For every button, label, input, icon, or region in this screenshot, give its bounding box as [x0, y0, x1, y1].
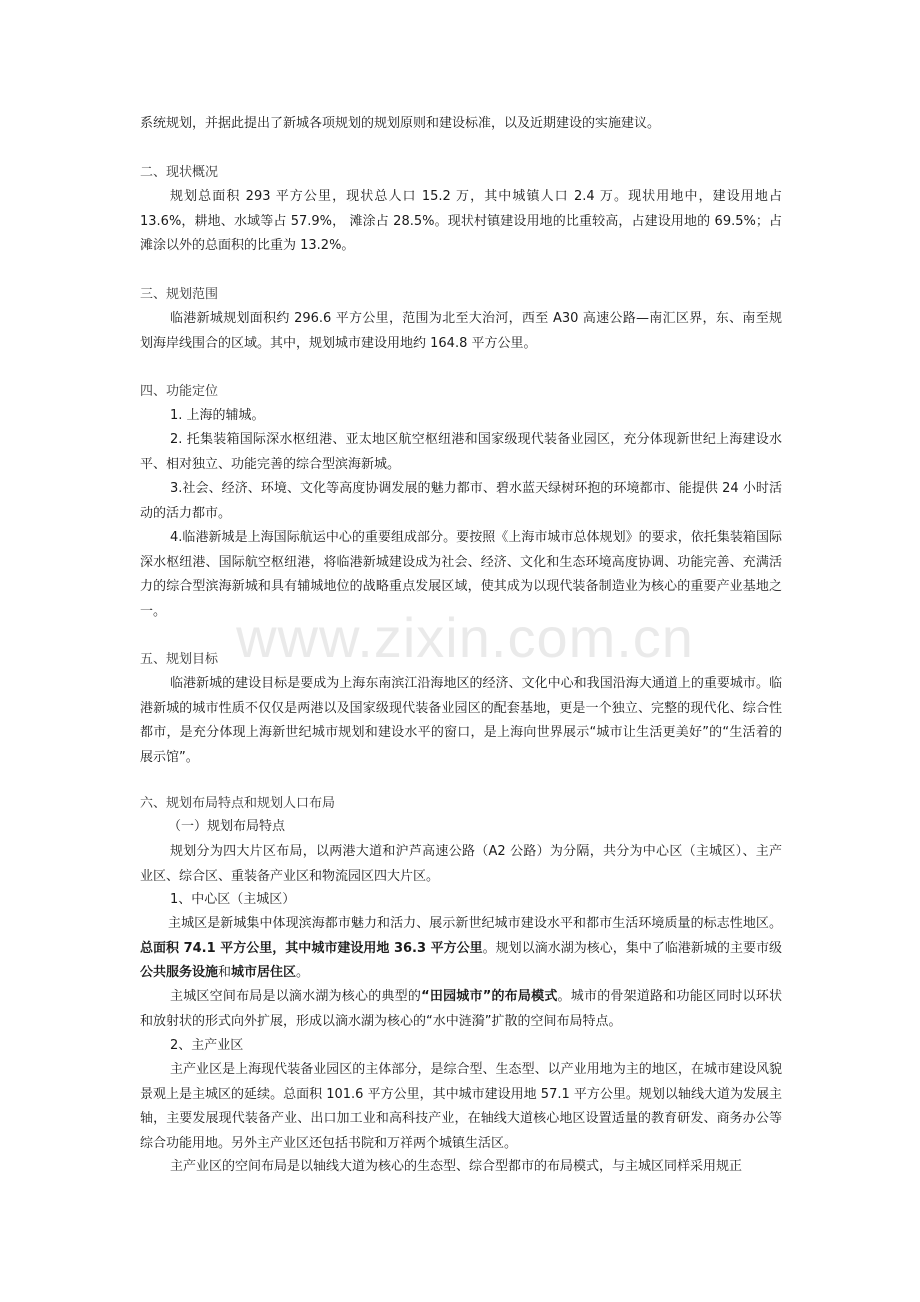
item-4-text-c: 的重要组成部分。要按照《上海市城市总体规划》的要求，依托集装箱国际深水枢纽港、国际航空枢纽港，将临港新城建设成为社会、经济、文化和生态环境高度协调、功能完善、充满活力的综合型滨海新城和具有辅城地位的战略重点发展区域，使其成为以现代装备制造业为核心的重要产业基地之一。 [140, 530, 782, 619]
section-6-heading: 六、规划布局特点和规划人口布局 [140, 796, 336, 811]
section-4-heading: 四、功能定位 [140, 384, 219, 399]
watermark: www.zixin.com.cn [236, 606, 694, 669]
zone-2-paragraph-2: 主产业区的空间布局是以轴线大道为核心的生态型、综合型都市的布局模式，与主城区同样采用规正 [170, 1159, 743, 1174]
zone-1-area-bold: 总面积 74.1 平方公里，其中城市建设用地 36.3 平方公里 [140, 940, 483, 956]
section-6-paragraph-1: 规划分为四大片区布局，以两港大道和沪芦高速公路（A2 公路）为分隔，共分为中心区（主城区）、主产业区、综合区、重装备产业区和物流园区四大片区。 [140, 844, 782, 884]
zone-1-text-g: 。 [296, 965, 310, 980]
section-4-item-2: 2. 托集装箱国际深水枢纽港、亚太地区航空枢纽港和国家级现代装备业园区，充分体现新世纪上海建设水平、相对独立、功能完善的综合型滨海新城。 [140, 432, 782, 472]
garden-city-bold: “田园城市”的布局模式 [421, 989, 558, 1004]
section-5-paragraph [140, 672, 782, 770]
zone-2-heading: 2、主产业区 [170, 1038, 244, 1053]
section-6-subheading: （一）规划布局特点 [168, 819, 286, 834]
zone-2-paragraph-1: 主产业区是上海现代装备业园区的主体部分，是综合型、生态型、以产业用地为主的地区，在城市建设风貌景观上是主城区的延续。总面积 101.6 平方公里，其中城市建设用地 57.1 平方公里。规划以轴线大道为发展主轴，主要发展现代装备产业、出口加工业和高科技产业，在轴线大道核心地区设置适量的教育研发、商务办公等综合功能用地。另外主产业区还包括书院和万祥两个城镇生活区。 [140, 1062, 782, 1151]
section-3-paragraph: 临港新城规划面积约 296.6 平方公里，范围为北至大治河，西至 A30 高速公路—南汇区界，东、南至规划海岸线围合的区域。其中，规划城市建设用地约 164.8 平方公里。 [140, 311, 782, 351]
section-5-highlight: 临港新城的城市性质 [140, 676, 782, 716]
zone-1-text-c: 。规划以滴水湖为核心，集中了临港新城的主要市级 [482, 940, 782, 956]
zone-1-paragraph-1 [140, 912, 782, 986]
section-3-heading: 三、规划范围 [140, 287, 219, 302]
zone-1-p2-text-c: 。城市的骨架道路和功能区同时以环状和放射状的形式向外扩展，形成以滴水湖为核心的“水中涟漪”扩散的空间布局特点。 [140, 989, 782, 1029]
section-5-text-c: 不仅仅是两港以及国家级现代装备业园区的配套基地，更是一个独立、完整的现代化、综合性都市，是充分体现上海新世纪城市规划和建设水平的窗口，是上海向世界展示“城市让生活更美好”的“生活着的展示馆”。 [140, 700, 782, 765]
section-5-heading: 五、规划目标 [140, 652, 219, 667]
section-5-text-a: 临港新城的建设目标是要成为上海东南滨江沿海地区的经济、文化中心和我国沿海大通道上的重要城市。 [170, 676, 769, 691]
intro-paragraph: 系统规划，并据此提出了新城各项规划的规划原则和建设标准，以及近期建设的实施建议。 [140, 116, 661, 131]
section-2-paragraph: 规划总面积 293 平方公里，现状总人口 15.2 万，其中城镇人口 2.4 万。现状用地中，建设用地占 13.6%，耕地、水域等占 57.9%， 滩涂占 28.5%。现状村镇建设用地的比重较高，占建设用地的 69.5%；占滩涂以外的总面积的比重为 13.2%。 [140, 189, 782, 253]
zone-1-text-e: 和 [218, 965, 232, 980]
section-4-item-4 [140, 526, 782, 624]
section-4-item-1: 1. 上海的辅城。 [170, 408, 265, 423]
item-4-highlight: 上海国际航运中心 [247, 530, 352, 545]
residential-bold: 城市居住区 [231, 965, 297, 980]
section-2-heading: 二、现状概况 [140, 165, 219, 180]
zone-1-text-a: 主城区是新城集中体现滨海都市魅力和活力、展示新世纪城市建设水平和都市生活环境质量的标志性地区。 [168, 916, 782, 931]
public-services-bold: 公共服务设施 [140, 965, 219, 980]
item-4-text-a: 4.临港新城是 [170, 530, 248, 545]
zone-1-heading: 1、中心区（主城区） [170, 892, 296, 907]
zone-1-paragraph-2 [140, 985, 782, 1034]
section-4-item-3: 3.社会、经济、环境、文化等高度协调发展的魅力都市、碧水蓝天绿树环抱的环境都市、能提供 24 小时活动的活力都市。 [140, 481, 782, 521]
zone-1-p2-text-a: 主城区空间布局是以滴水湖为核心的典型的 [170, 989, 422, 1004]
